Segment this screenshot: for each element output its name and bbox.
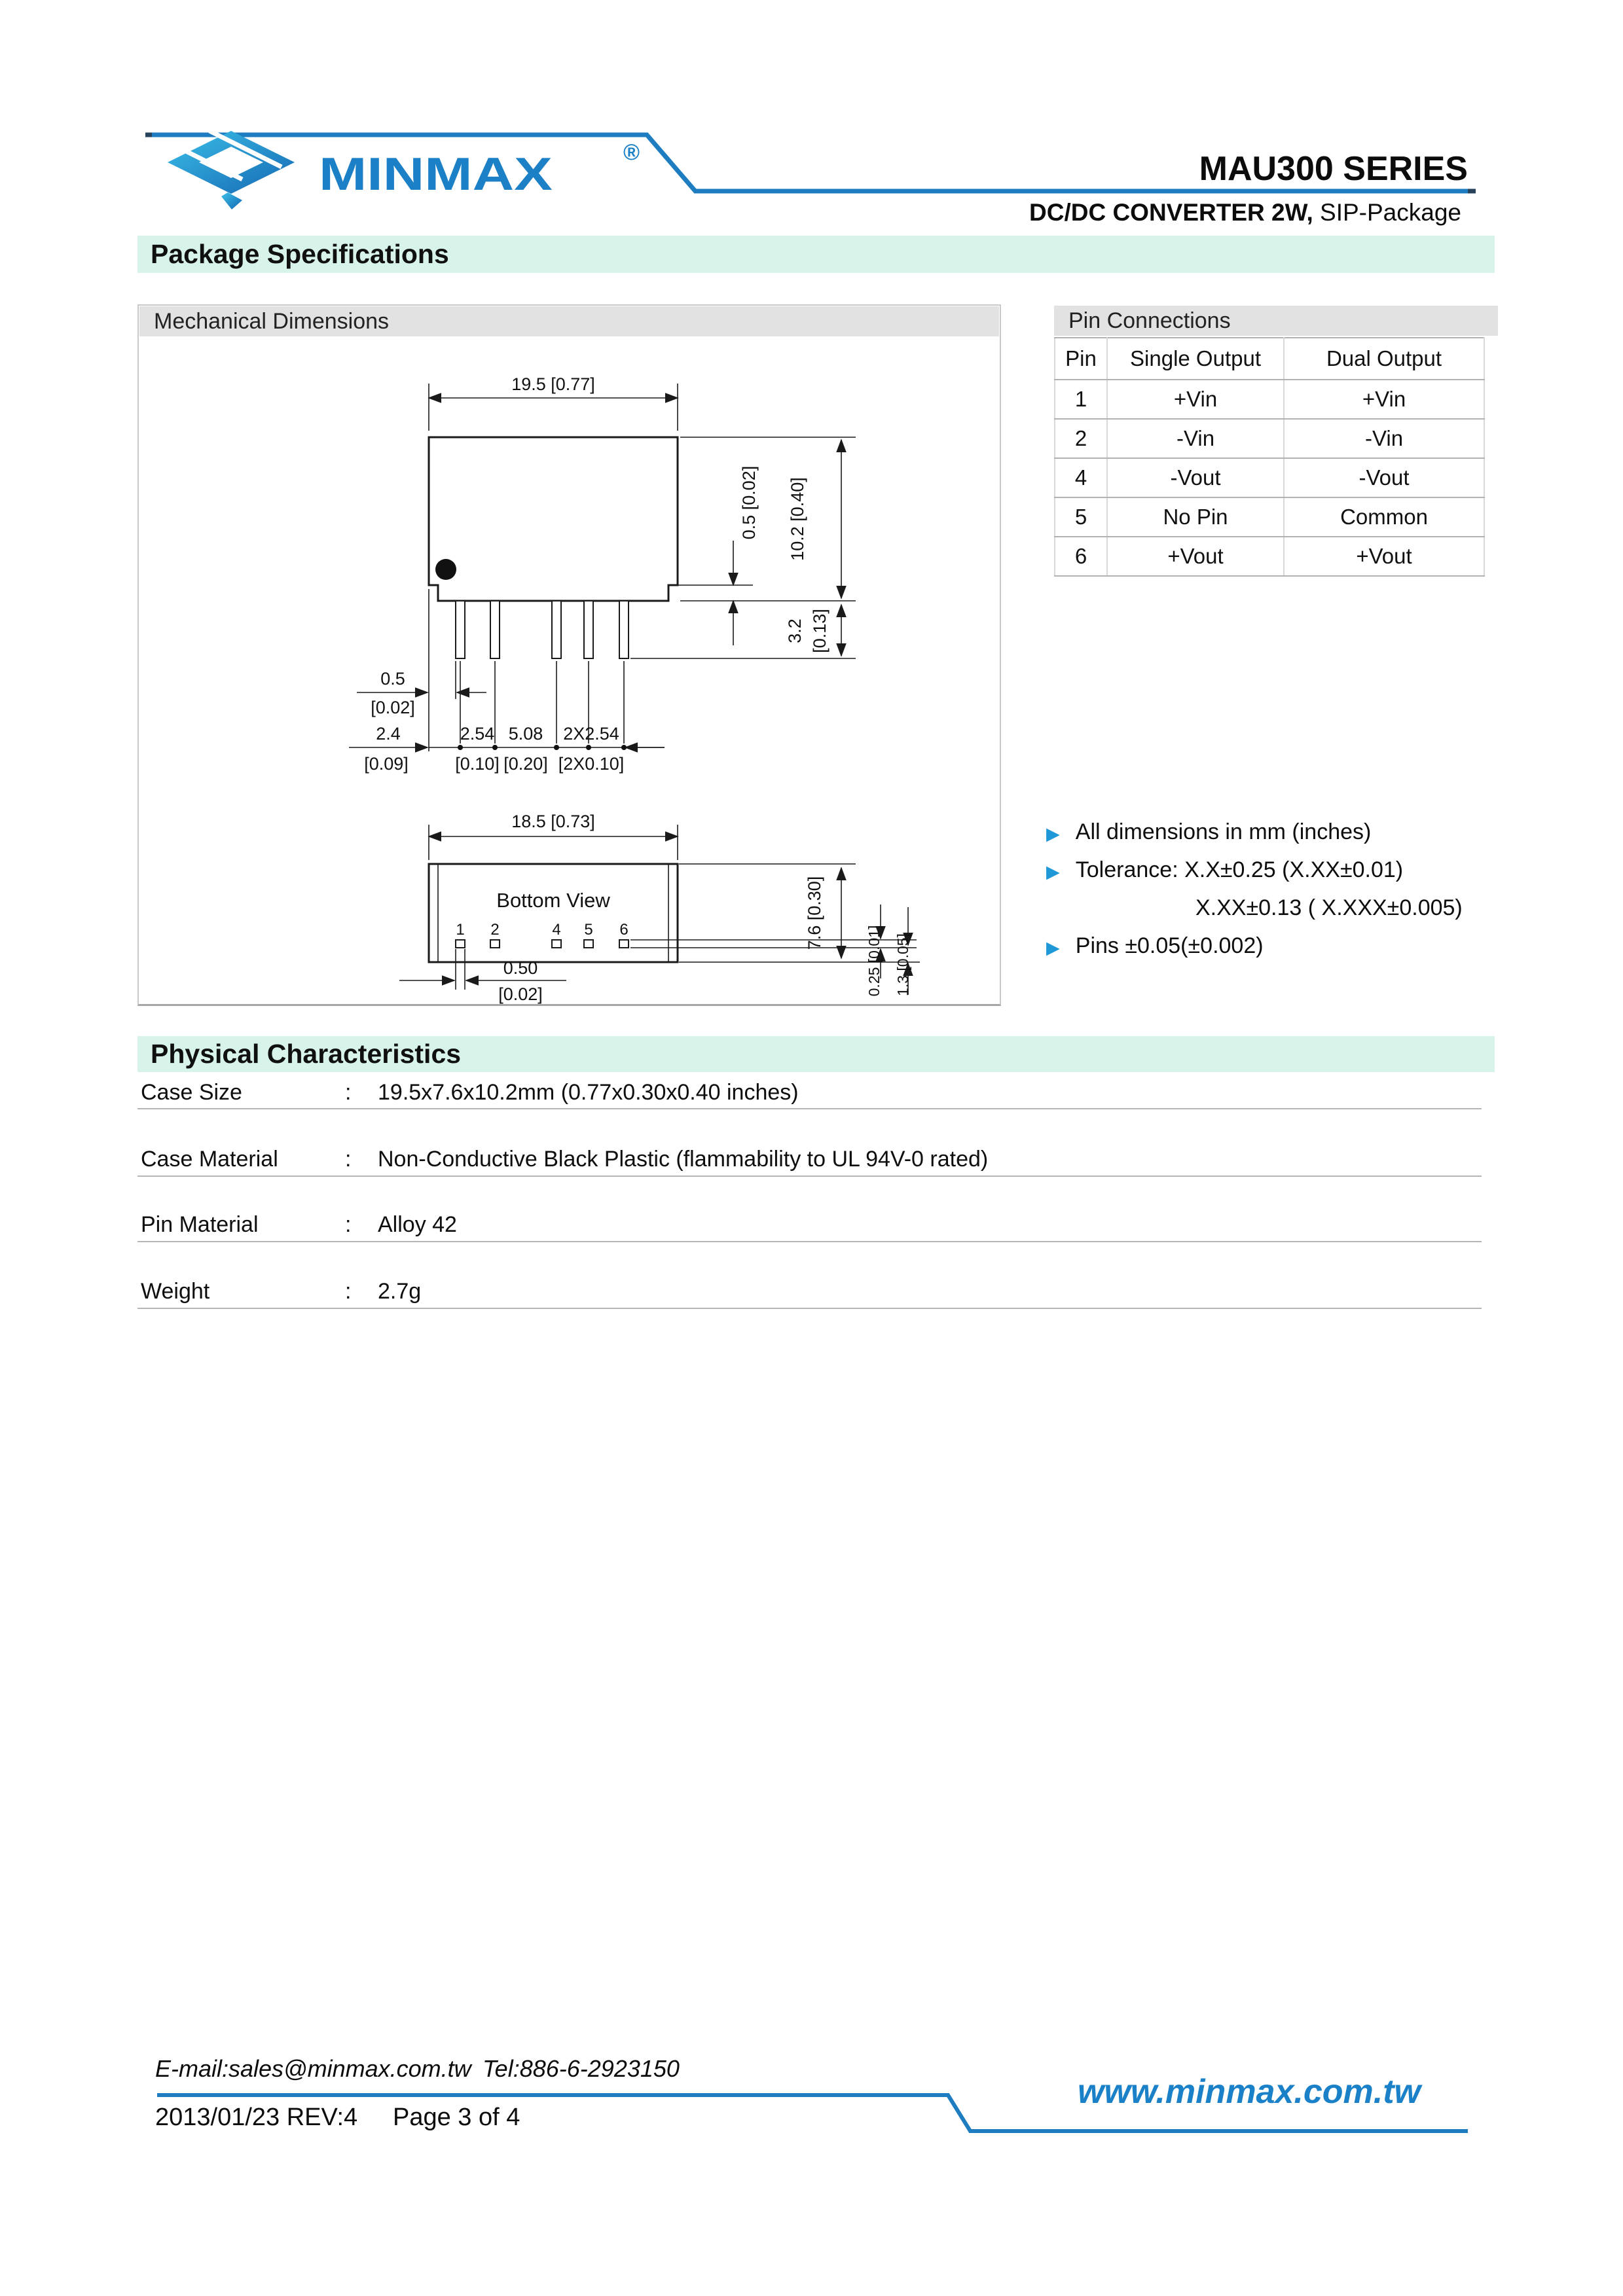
footer-website-link[interactable]: www.minmax.com.tw xyxy=(1078,2073,1421,2111)
dim-label-pinw-in: [0.02] xyxy=(498,984,543,1004)
row-divider xyxy=(137,1241,1482,1242)
subtitle-rest: SIP-Package xyxy=(1313,199,1461,226)
cell-pin: 2 xyxy=(1055,419,1107,458)
row-divider xyxy=(137,1108,1482,1109)
cell-pin: 6 xyxy=(1055,537,1107,576)
row-value: 19.5x7.6x10.2mm (0.77x0.30x0.40 inches) xyxy=(378,1080,799,1105)
page-title: MAU300 SERIES xyxy=(1199,150,1468,188)
cell-dual: Common xyxy=(1284,497,1484,537)
table-header-row xyxy=(1055,338,1484,380)
pin1-marker-dot xyxy=(435,559,456,580)
note-item xyxy=(1046,933,1518,971)
dim-label-pitch2-mm: 5.08 xyxy=(508,724,543,744)
dim-label-edge-in: [0.09] xyxy=(364,754,409,774)
pin-connections-title: Pin Connections xyxy=(1054,306,1498,336)
table-row xyxy=(1055,458,1484,497)
row-label: Weight xyxy=(141,1279,210,1304)
section-header-physical-characteristics: Physical Characteristics xyxy=(137,1036,1495,1072)
dim-label-pitch3-in: [2X0.10] xyxy=(558,754,625,774)
subtitle-bold: DC/DC CONVERTER 2W, xyxy=(1029,199,1313,226)
dim-label-pitch3-mm: 2X2.54 xyxy=(563,724,619,744)
table-row xyxy=(1055,497,1484,537)
dim-label-pitch2-in: [0.20] xyxy=(503,754,548,774)
triangle-bullet-icon: ▶ xyxy=(1046,824,1060,844)
mechanical-dimensions-title: Mechanical Dimensions xyxy=(139,306,999,336)
note-item xyxy=(1046,857,1518,895)
dim-label-height: 10.2 [0.40] xyxy=(788,477,807,561)
col-header-single: Single Output xyxy=(1107,338,1284,380)
pin-number-4: 4 xyxy=(552,921,561,939)
dim-label-pinlen-in: [0.13] xyxy=(810,609,830,653)
dim-label-standoff: 0.5 [0.02] xyxy=(739,465,759,540)
section-header-package-specifications: Package Specifications xyxy=(137,236,1495,273)
bottom-view-label: Bottom View xyxy=(496,889,610,912)
cell-dual: -Vin xyxy=(1284,419,1484,458)
dim-label-offset-mm: 0.5 xyxy=(380,669,405,689)
dim-label-bottom-width: 18.5 [0.73] xyxy=(511,812,595,831)
row-label: Case Size xyxy=(141,1080,242,1105)
dim-label-depth: 7.6 [0.30] xyxy=(805,876,824,950)
dimension-notes xyxy=(1046,819,1518,971)
row-colon: : xyxy=(345,1279,352,1304)
row-label: Case Material xyxy=(141,1147,278,1172)
table-row xyxy=(1055,537,1484,576)
dim-label-pitch1-in: [0.10] xyxy=(455,754,500,774)
cell-single: -Vout xyxy=(1107,458,1284,497)
note-item xyxy=(1046,819,1518,857)
brand-wordmark: MINMAX xyxy=(319,147,553,200)
table-row xyxy=(1055,380,1484,419)
triangle-bullet-icon: ▶ xyxy=(1046,938,1060,958)
minmax-logo-icon xyxy=(162,130,301,211)
dim-label-width: 19.5 [0.77] xyxy=(511,374,595,394)
cell-single: -Vin xyxy=(1107,419,1284,458)
col-header-dual: Dual Output xyxy=(1284,338,1484,380)
dim-label-pinl: 1.3 [0.05] xyxy=(894,933,911,996)
footer-page-number: Page 3 of 4 xyxy=(393,2104,520,2131)
note-text: X.XX±0.13 ( X.XXX±0.005) xyxy=(1195,895,1463,920)
cell-dual: +Vin xyxy=(1284,380,1484,419)
side-view-drawing xyxy=(349,374,856,774)
col-header-pin: Pin xyxy=(1055,338,1107,380)
page-subtitle xyxy=(1029,199,1461,226)
row-value: 2.7g xyxy=(378,1279,422,1304)
registered-mark: ® xyxy=(623,140,640,165)
row-divider xyxy=(137,1308,1482,1309)
triangle-bullet-icon: ▶ xyxy=(1046,862,1060,882)
dim-label-pinw-mm: 0.50 xyxy=(503,958,538,978)
note-item-continuation xyxy=(1046,895,1518,933)
pin-number-1: 1 xyxy=(456,921,465,939)
cell-pin: 5 xyxy=(1055,497,1107,537)
pin-number-2: 2 xyxy=(490,921,500,939)
pin-number-6: 6 xyxy=(619,921,629,939)
note-text: All dimensions in mm (inches) xyxy=(1075,819,1372,844)
row-divider xyxy=(137,1175,1482,1177)
cell-dual: -Vout xyxy=(1284,458,1484,497)
pin-connections-table xyxy=(1054,337,1485,577)
dim-label-edge-mm: 2.4 xyxy=(376,724,401,744)
row-label: Pin Material xyxy=(141,1212,259,1237)
table-row xyxy=(1055,419,1484,458)
note-text: Tolerance: X.X±0.25 (X.XX±0.01) xyxy=(1075,857,1404,882)
row-value: Non-Conductive Black Plastic (flammability to UL 94V-0 rated) xyxy=(378,1147,989,1172)
cell-pin: 4 xyxy=(1055,458,1107,497)
row-value: Alloy 42 xyxy=(378,1212,457,1237)
cell-dual: +Vout xyxy=(1284,537,1484,576)
footer-tel: Tel:886-6-2923150 xyxy=(483,2055,680,2082)
cell-single: No Pin xyxy=(1107,497,1284,537)
row-colon: : xyxy=(345,1212,352,1237)
dim-label-pinlen-mm: 3.2 xyxy=(785,619,805,643)
row-colon: : xyxy=(345,1080,352,1105)
row-colon: : xyxy=(345,1147,352,1172)
dim-label-offset-in: [0.02] xyxy=(371,698,415,717)
note-text: Pins ±0.05(±0.002) xyxy=(1075,933,1264,958)
cell-single: +Vout xyxy=(1107,537,1284,576)
footer-date-rev: 2013/01/23 REV:4 xyxy=(155,2104,358,2131)
dim-label-pitch1-mm: 2.54 xyxy=(460,724,495,744)
pin-number-5: 5 xyxy=(584,921,593,939)
dim-label-pint: 0.25 [0.01] xyxy=(866,925,883,997)
bottom-view-drawing xyxy=(399,812,920,1004)
footer-email: E-mail:sales@minmax.com.tw xyxy=(155,2055,471,2082)
cell-pin: 1 xyxy=(1055,380,1107,419)
cell-single: +Vin xyxy=(1107,380,1284,419)
mechanical-drawing xyxy=(141,340,992,1003)
